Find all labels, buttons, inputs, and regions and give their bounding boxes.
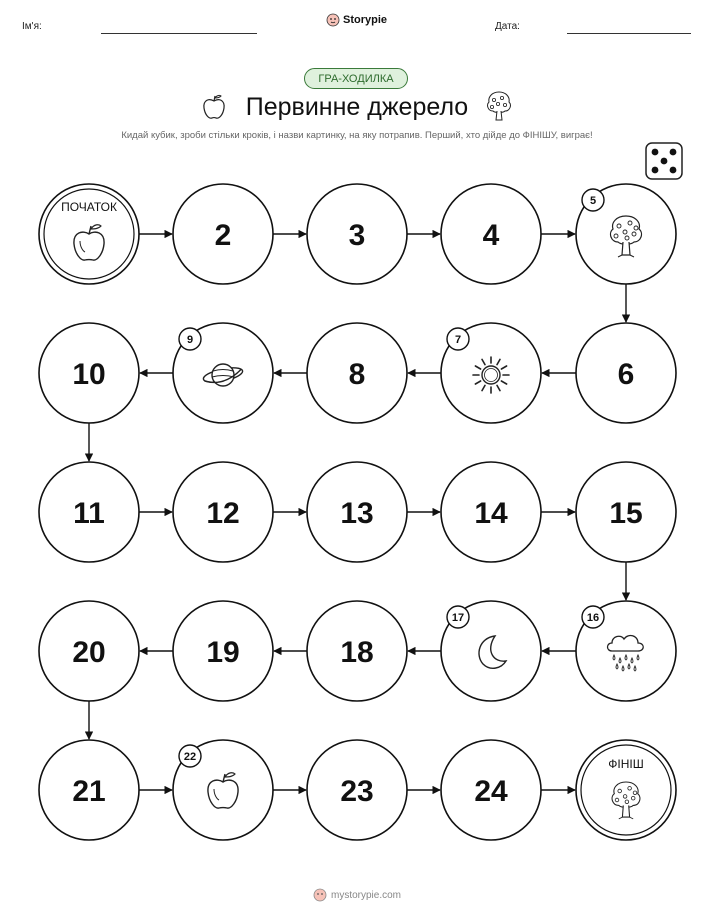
cell-number: 21	[72, 775, 106, 808]
board-cell-24	[441, 740, 541, 840]
footer-url: mystorypie.com	[330, 889, 401, 901]
board-cell-1	[39, 184, 139, 284]
board-cell-21	[39, 740, 139, 840]
cell-number: 19	[206, 636, 240, 669]
board-cell-17	[441, 601, 541, 701]
cell-number: 4	[482, 219, 500, 252]
cell-number: 22	[183, 751, 197, 763]
board-cell-16	[576, 601, 676, 701]
board-cell-3	[307, 184, 407, 284]
footer	[0, 888, 714, 902]
finish-label: ФІНІШ	[608, 757, 644, 771]
cell-number: 23	[340, 775, 374, 808]
cell-number: 8	[348, 358, 366, 391]
board-cell-19	[173, 601, 273, 701]
board-cell-8	[307, 323, 407, 423]
board-cell-4	[441, 184, 541, 284]
board-cell-13	[307, 462, 407, 562]
cell-number: 17	[451, 612, 465, 624]
board-cell-15	[576, 462, 676, 562]
board-cell-18	[307, 601, 407, 701]
start-label: ПОЧАТОК	[61, 200, 117, 214]
cell-number: 13	[340, 497, 374, 530]
board-cell-11	[39, 462, 139, 562]
board-cell-10	[39, 323, 139, 423]
board-cell-22	[173, 740, 273, 840]
cell-number: 10	[72, 358, 106, 391]
brand-name: Storypie	[343, 14, 388, 26]
board-cell-6	[576, 323, 676, 423]
brand-mascot-icon	[313, 888, 327, 902]
board-cell-23	[307, 740, 407, 840]
cell-number: 16	[586, 612, 600, 624]
cell-number: 18	[340, 636, 374, 669]
cell-number: 9	[186, 334, 194, 346]
page-title: Первинне джерело	[245, 93, 469, 121]
cell-number: 6	[617, 358, 635, 391]
cell-number: 14	[474, 497, 508, 530]
instructions: Кидай кубик, зроби стільки кроків, і назви картинку, на яку потрапив. Перший, хто дійде до ФІНІШУ, виграє!	[121, 130, 593, 141]
board-cell-5	[576, 184, 676, 284]
date-label: Дата:	[495, 21, 520, 32]
cell-number: 5	[589, 195, 597, 207]
cell-number: 12	[206, 497, 240, 530]
board-cell-2	[173, 184, 273, 284]
name-label: Ім'я:	[22, 21, 42, 32]
cell-number: 20	[72, 636, 106, 669]
board-cell-20	[39, 601, 139, 701]
cell-number: 15	[609, 497, 643, 530]
cell-number: 11	[73, 497, 105, 530]
game-type-badge: ГРА-ХОДИЛКА	[304, 68, 408, 89]
cell-number: 2	[214, 219, 232, 252]
board-cell-14	[441, 462, 541, 562]
board-cell-9	[173, 323, 273, 423]
cell-number: 24	[474, 775, 508, 808]
cell-number: 7	[454, 334, 462, 346]
board-cell-7	[441, 323, 541, 423]
board-cell-25	[576, 740, 676, 840]
cell-number: 3	[348, 219, 366, 252]
board-cell-12	[173, 462, 273, 562]
